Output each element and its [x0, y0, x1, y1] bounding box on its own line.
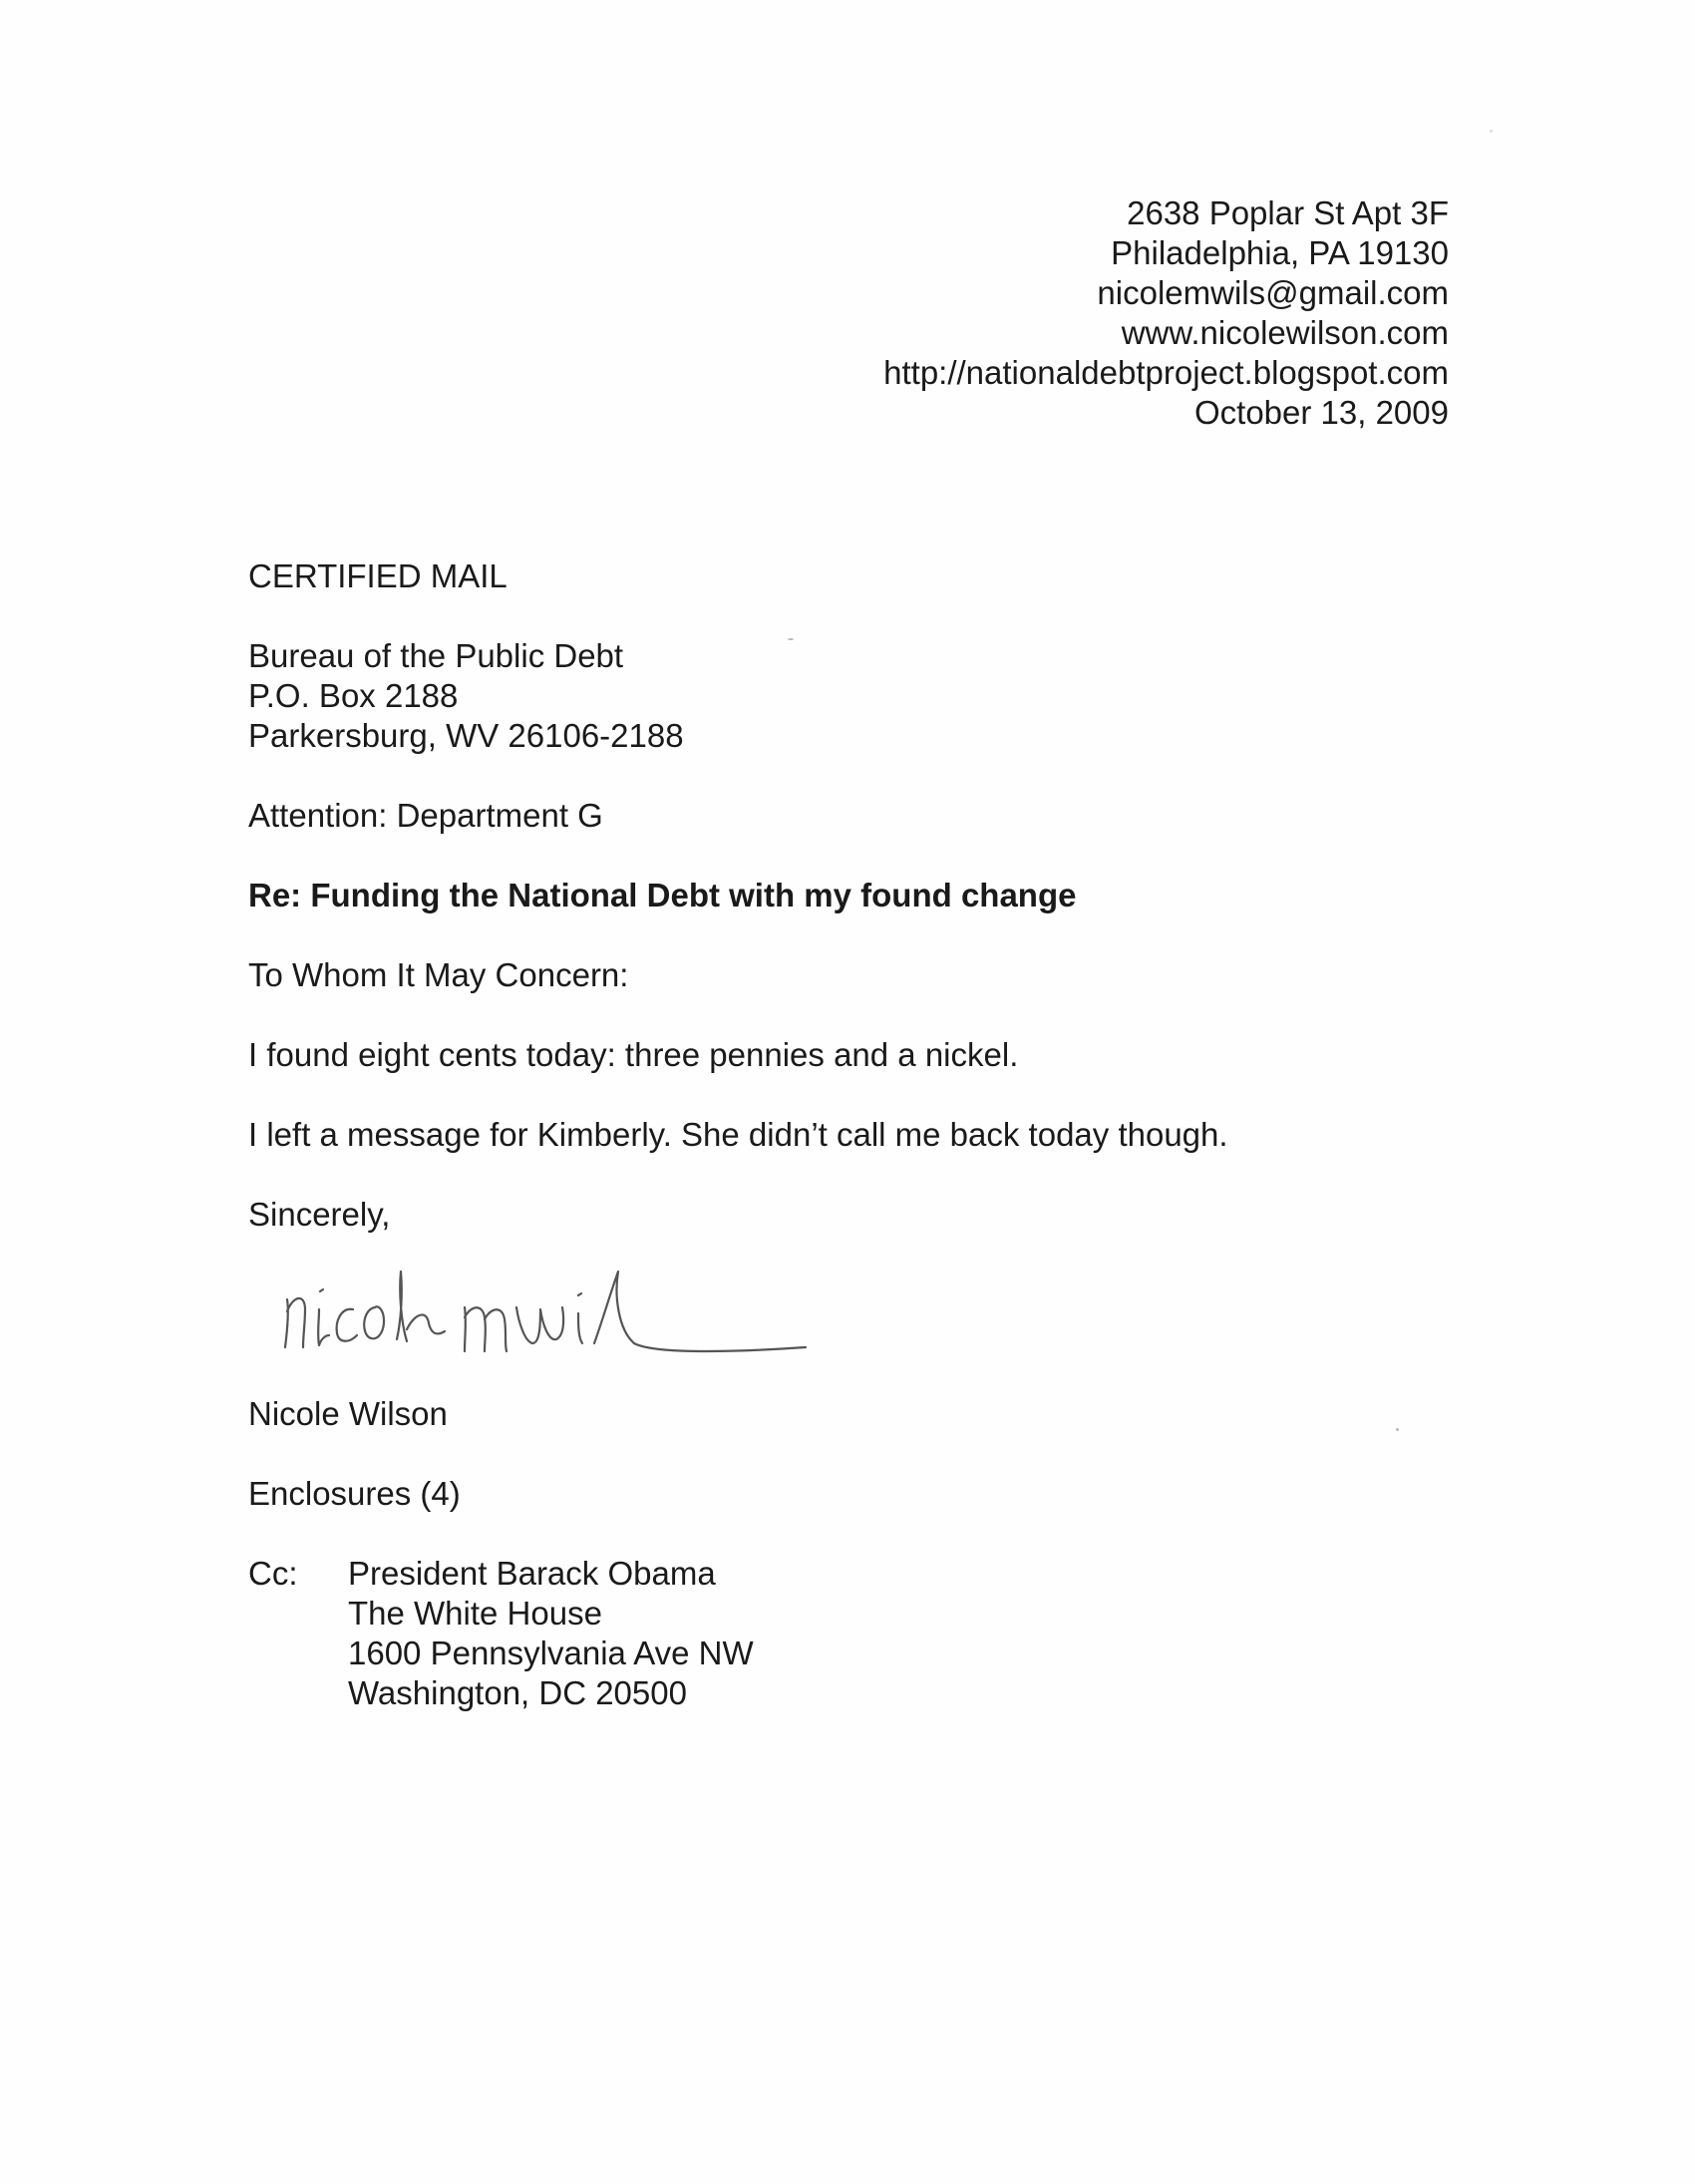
- scan-speck: [1490, 130, 1493, 133]
- cc-label: Cc:: [248, 1555, 298, 1592]
- recipient-po-box: P.O. Box 2188: [248, 677, 459, 714]
- sender-city-state-zip: Philadelphia, PA 19130: [1111, 234, 1449, 271]
- cc-line: President Barack Obama: [348, 1555, 716, 1592]
- enclosures-note: Enclosures (4): [248, 1475, 461, 1512]
- sender-address-block: [883, 193, 1449, 433]
- recipient-name: Bureau of the Public Debt: [248, 637, 624, 674]
- body-paragraph: I found eight cents today: three pennies and a nickel.: [248, 1036, 1019, 1073]
- sender-street: 2638 Poplar St Apt 3F: [1127, 194, 1449, 231]
- closing: Sincerely,: [248, 1196, 391, 1233]
- salutation: To Whom It May Concern:: [248, 956, 629, 993]
- recipient-address-block: [248, 636, 684, 756]
- cc-line: Washington, DC 20500: [348, 1674, 687, 1711]
- cc-line: 1600 Pennsylvania Ave NW: [348, 1635, 754, 1671]
- body-paragraph: I left a message for Kimberly. She didn’t call me back today though.: [248, 1116, 1228, 1153]
- recipient-city-state-zip: Parkersburg, WV 26106-2188: [248, 717, 684, 754]
- signer-name: Nicole Wilson: [248, 1395, 448, 1432]
- scan-speck: [1396, 1428, 1399, 1431]
- mail-type: CERTIFIED MAIL: [248, 557, 508, 594]
- handwritten-signature: [279, 1252, 818, 1371]
- letter-date: October 13, 2009: [1193, 394, 1449, 431]
- sender-website: www.nicolewilson.com: [1121, 314, 1449, 351]
- sender-email: nicolemwils@gmail.com: [1097, 274, 1449, 311]
- cc-block: [248, 1554, 754, 1713]
- scan-speck: [788, 638, 794, 640]
- cc-address: [348, 1554, 754, 1713]
- cc-line: The White House: [348, 1595, 602, 1632]
- attention-line: Attention: Department G: [248, 797, 603, 834]
- subject-line: Re: Funding the National Debt with my found change: [248, 877, 1077, 913]
- sender-blog: http://nationaldebtproject.blogspot.com: [883, 354, 1449, 391]
